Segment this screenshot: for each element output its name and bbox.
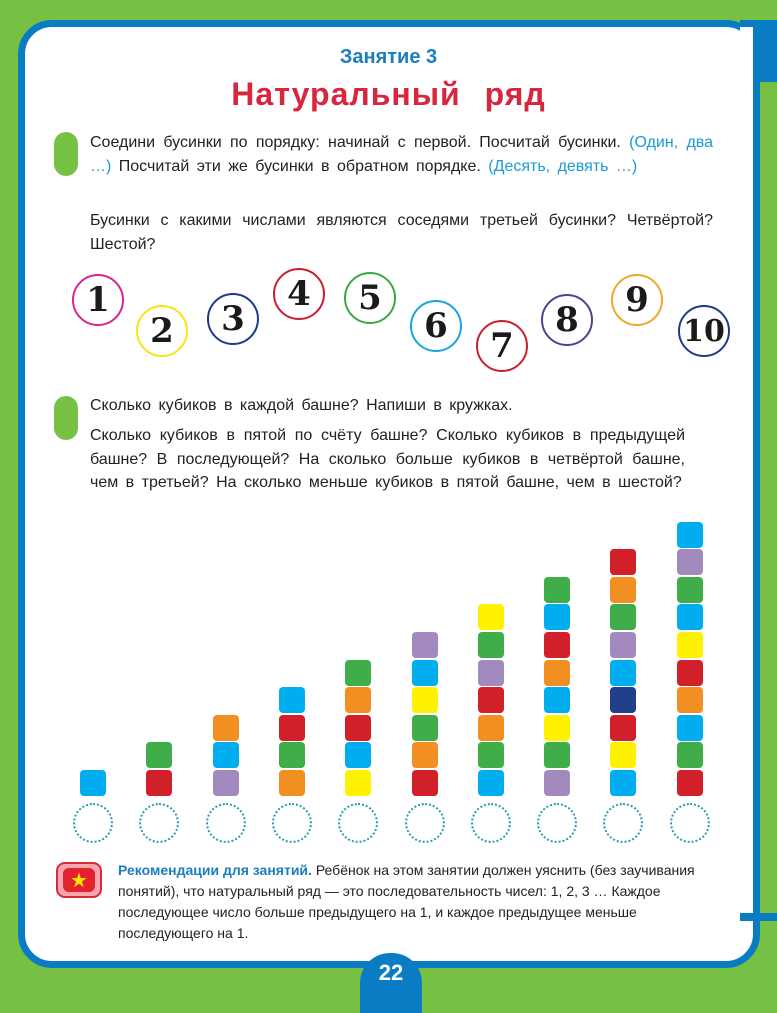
cube — [677, 522, 703, 548]
frame-corner — [740, 913, 777, 921]
cube — [412, 770, 438, 796]
cube — [146, 770, 172, 796]
bead-7[interactable]: 7 — [476, 320, 528, 372]
cube — [478, 604, 504, 630]
task1-question: Бусинки с какими числами являются соседями третьей бусинки? Четвёртой? Шестой? — [90, 212, 713, 253]
cube — [412, 687, 438, 713]
task-marker — [54, 132, 78, 176]
cube — [478, 632, 504, 658]
cube — [345, 770, 371, 796]
answer-circle[interactable] — [471, 803, 511, 843]
cube — [345, 715, 371, 741]
recommendation-text: Ребёнок на этом занятии должен уяснить (без заучивания понятий), что натуральный ряд — это последовательность чисел: 1, 2, 3 … Каждое последующее число больше предыдущего на 1, и каждое предыдущее меньше последующего на 1. — [118, 862, 695, 941]
cube — [610, 577, 636, 603]
cube — [544, 577, 570, 603]
task2-instructions: Сколько кубиков в каждой башне? Напиши в кружках. — [90, 397, 513, 414]
task1-line: Соедини бусинки по порядку: начинай с первой. Посчитай бусинки. — [90, 134, 621, 151]
recommendation-title: Рекомендации для занятий. — [118, 862, 312, 878]
cube — [677, 549, 703, 575]
bead-3[interactable]: 3 — [207, 293, 259, 345]
bead-6[interactable]: 6 — [410, 300, 462, 352]
cube — [478, 715, 504, 741]
task-marker — [54, 396, 78, 440]
cube — [478, 687, 504, 713]
cube — [610, 549, 636, 575]
answer-circle[interactable] — [405, 803, 445, 843]
answer-circle[interactable] — [537, 803, 577, 843]
bead-10[interactable]: 10 — [678, 305, 730, 357]
cube — [412, 660, 438, 686]
bead-2[interactable]: 2 — [136, 305, 188, 357]
answer-circle[interactable] — [206, 803, 246, 843]
cube — [544, 660, 570, 686]
cube — [544, 770, 570, 796]
recommendation — [118, 860, 718, 944]
bead-8[interactable]: 8 — [541, 294, 593, 346]
cube — [677, 577, 703, 603]
cube — [610, 604, 636, 630]
task1-line: Посчитай эти же бусинки в обратном порядке. — [111, 157, 481, 175]
cube — [279, 715, 305, 741]
cube — [213, 742, 239, 768]
task1-hint: (Десять, девять …) — [488, 157, 638, 175]
cube — [610, 687, 636, 713]
answer-circle[interactable] — [338, 803, 378, 843]
cube — [478, 660, 504, 686]
cube — [677, 632, 703, 658]
answer-circle[interactable] — [272, 803, 312, 843]
cube — [345, 742, 371, 768]
cube — [412, 715, 438, 741]
cube — [544, 742, 570, 768]
answer-circle[interactable] — [670, 803, 710, 843]
cube — [677, 660, 703, 686]
cube — [677, 604, 703, 630]
cube — [478, 770, 504, 796]
bead-5[interactable]: 5 — [344, 272, 396, 324]
page-title: Натуральный ряд — [231, 76, 546, 112]
cube — [677, 742, 703, 768]
cube — [146, 742, 172, 768]
page-number: 22 — [360, 953, 422, 1013]
cube — [610, 770, 636, 796]
cube — [279, 770, 305, 796]
cube — [677, 715, 703, 741]
cube — [544, 687, 570, 713]
cube — [544, 604, 570, 630]
cube — [677, 770, 703, 796]
cube — [213, 770, 239, 796]
cube — [412, 742, 438, 768]
cube — [80, 770, 106, 796]
bead-1[interactable]: 1 — [72, 274, 124, 326]
cube — [677, 687, 703, 713]
star-icon: ★ — [56, 862, 102, 898]
cube — [213, 715, 239, 741]
bead-9[interactable]: 9 — [611, 274, 663, 326]
cube — [279, 687, 305, 713]
cube — [610, 742, 636, 768]
cube — [544, 715, 570, 741]
cube — [279, 742, 305, 768]
task2-question: Сколько кубиков в пятой по счёту башне? Сколько кубиков в предыдущей башне? В последующей? На сколько больше кубиков в четвёртой башне, чем в третьей? На сколько меньше кубиков в пятой башне, чем в шестой? — [90, 427, 685, 491]
cube — [610, 715, 636, 741]
cube — [610, 632, 636, 658]
cube — [345, 687, 371, 713]
task1-hint: (Один, два …) — [90, 134, 713, 175]
answer-circle[interactable] — [73, 803, 113, 843]
cube — [610, 660, 636, 686]
task1-instructions — [90, 131, 713, 178]
cube — [544, 632, 570, 658]
lesson-number: Занятие 3 — [339, 46, 438, 68]
cube — [412, 632, 438, 658]
cube — [345, 660, 371, 686]
cube — [478, 742, 504, 768]
bead-4[interactable]: 4 — [273, 268, 325, 320]
